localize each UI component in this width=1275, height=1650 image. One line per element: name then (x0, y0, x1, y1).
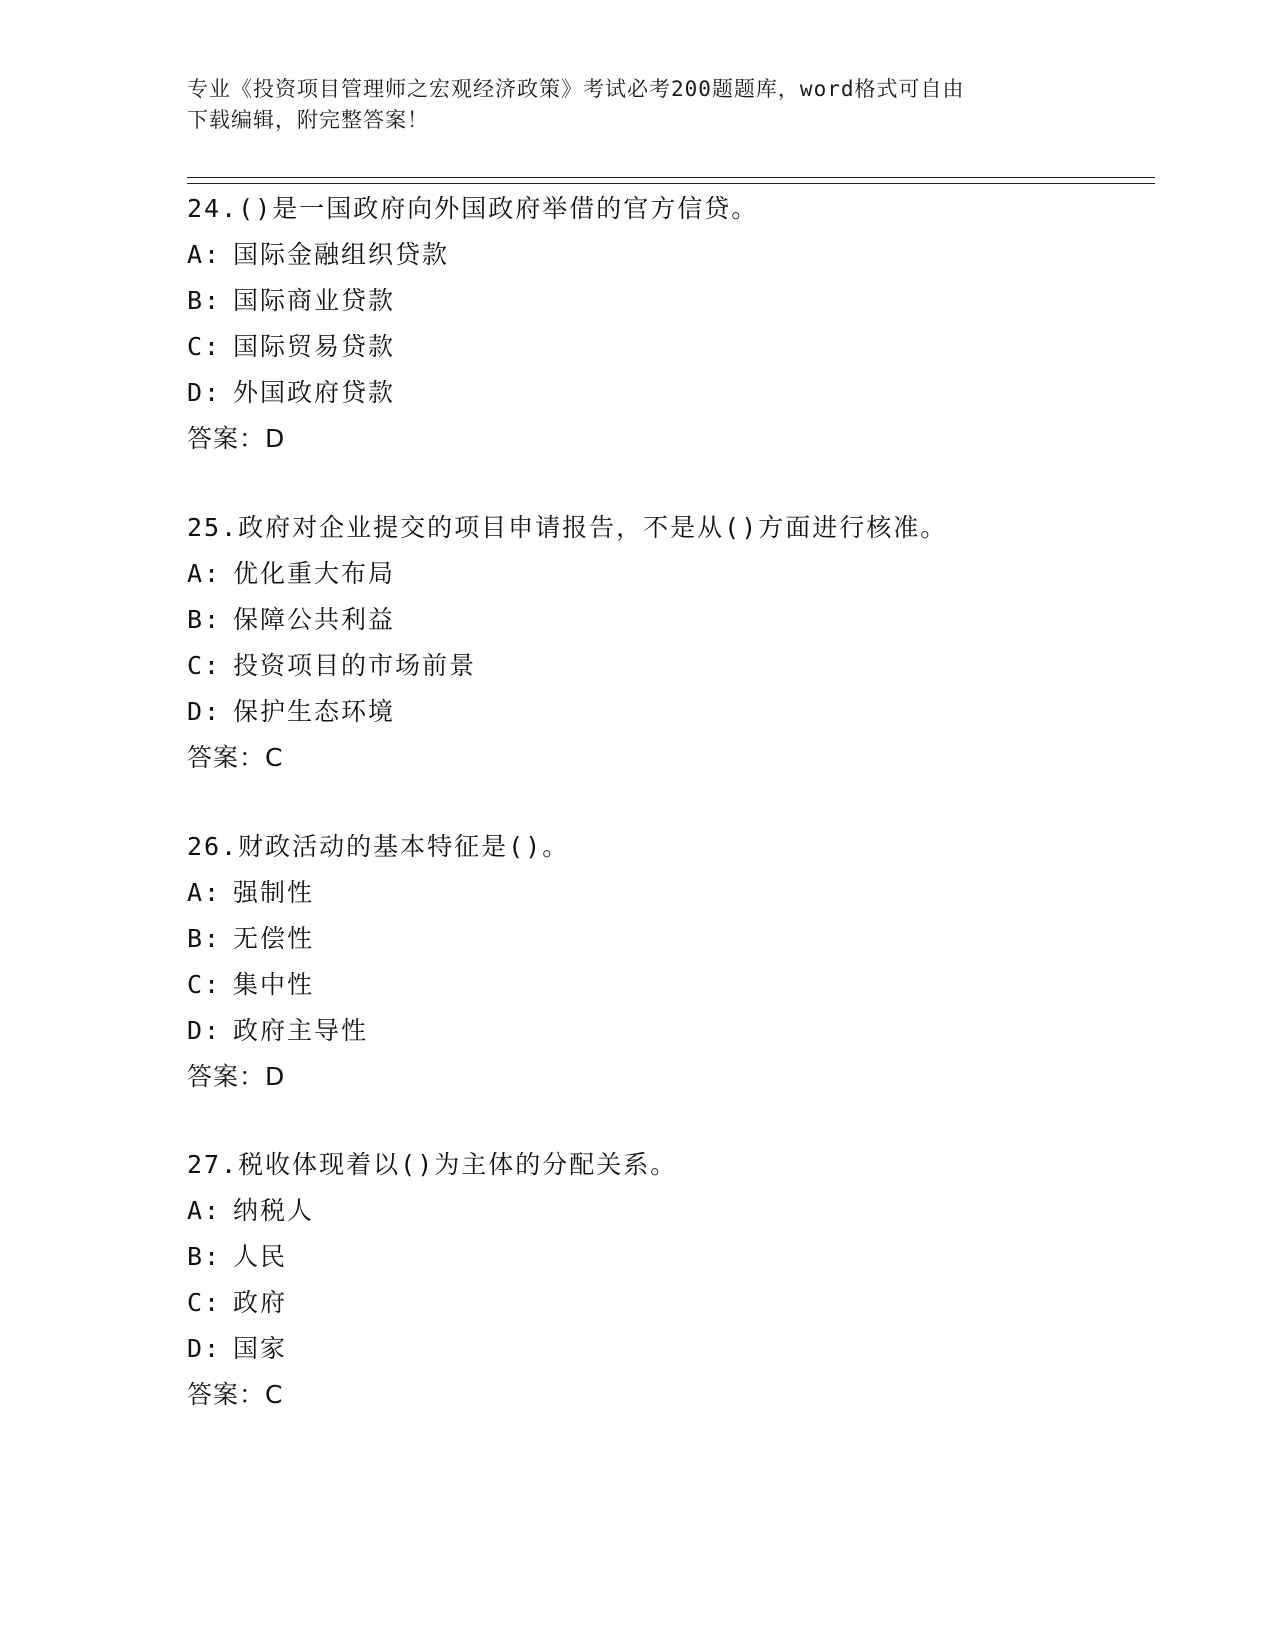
answer-line: 答案：C (187, 1380, 284, 1409)
option-text: 国家 (233, 1334, 288, 1363)
option-letter: B: (187, 924, 222, 953)
question-stem: 24.()是一国政府向外国政府举借的官方信贷。 (187, 194, 759, 223)
option-letter: A: (187, 240, 222, 269)
option-b (187, 597, 1187, 643)
option-c (187, 1280, 1187, 1326)
option-d (187, 370, 1187, 416)
option-c (187, 643, 1187, 689)
question-stem: 27.税收体现着以()为主体的分配关系。 (187, 1150, 678, 1179)
option-letter: C: (187, 1288, 222, 1317)
divider-line-bottom (187, 183, 1155, 184)
option-a (187, 551, 1187, 597)
question-block (187, 186, 1187, 462)
header-line-1: 专业《投资项目管理师之宏观经济政策》考试必考200题题库，word格式可自由 (187, 77, 965, 101)
option-b (187, 278, 1187, 324)
option-d (187, 689, 1187, 735)
option-letter: D: (187, 1016, 222, 1045)
option-d (187, 1326, 1187, 1372)
answer-line: 答案：D (187, 424, 286, 453)
option-a (187, 870, 1187, 916)
option-text: 政府 (233, 1288, 288, 1317)
option-text: 投资项目的市场前景 (233, 651, 477, 680)
question-block (187, 1142, 1187, 1418)
option-text: 强制性 (233, 878, 315, 907)
option-b (187, 916, 1187, 962)
document-header (187, 74, 1067, 136)
option-text: 人民 (233, 1242, 288, 1271)
question-block (187, 824, 1187, 1100)
option-text: 国际贸易贷款 (233, 332, 396, 361)
divider-line-top (187, 177, 1155, 178)
option-letter: C: (187, 332, 222, 361)
option-text: 政府主导性 (233, 1016, 369, 1045)
option-text: 集中性 (233, 970, 315, 999)
option-letter: B: (187, 1242, 222, 1271)
option-letter: B: (187, 605, 222, 634)
question-stem: 26.财政活动的基本特征是()。 (187, 832, 570, 861)
option-text: 保护生态环境 (233, 697, 396, 726)
option-c (187, 962, 1187, 1008)
option-d (187, 1008, 1187, 1054)
answer-line: 答案：D (187, 1062, 286, 1091)
option-letter: B: (187, 286, 222, 315)
option-b (187, 1234, 1187, 1280)
option-letter: A: (187, 559, 222, 588)
header-line-2: 下载编辑，附完整答案！ (187, 108, 429, 132)
option-letter: C: (187, 970, 222, 999)
answer-line: 答案：C (187, 743, 284, 772)
option-letter: D: (187, 697, 222, 726)
option-text: 国际商业贷款 (233, 286, 396, 315)
option-text: 国际金融组织贷款 (233, 240, 450, 269)
option-text: 无偿性 (233, 924, 315, 953)
option-letter: D: (187, 378, 222, 407)
option-text: 外国政府贷款 (233, 378, 396, 407)
option-letter: A: (187, 1196, 222, 1225)
option-text: 优化重大布局 (233, 559, 396, 588)
option-text: 纳税人 (233, 1196, 315, 1225)
option-text: 保障公共利益 (233, 605, 396, 634)
option-c (187, 324, 1187, 370)
option-letter: A: (187, 878, 222, 907)
option-a (187, 232, 1187, 278)
option-letter: C: (187, 651, 222, 680)
option-letter: D: (187, 1334, 222, 1363)
question-block (187, 505, 1187, 781)
question-stem: 25.政府对企业提交的项目申请报告，不是从()方面进行核准。 (187, 513, 948, 542)
option-a (187, 1188, 1187, 1234)
